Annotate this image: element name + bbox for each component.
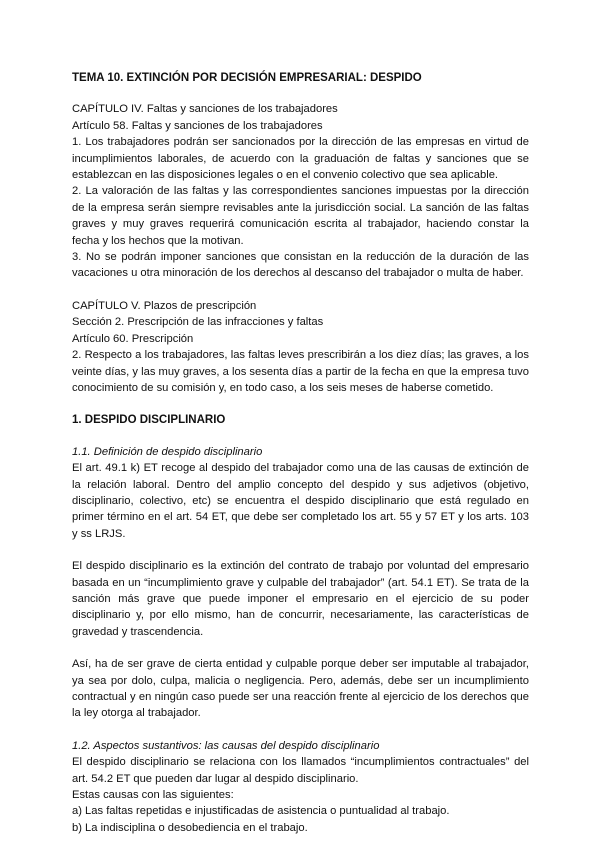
section-2-heading: Sección 2. Prescripción de las infracciones y faltas bbox=[72, 316, 324, 329]
subsection-1-2-title: 1.2. Aspectos sustantivos: las causas del despido disciplinario bbox=[72, 739, 380, 752]
chapter-v-heading: CAPÍTULO V. Plazos de prescripción bbox=[72, 299, 257, 312]
list-item-b: b) La indisciplina o desobediencia en el trabajo. bbox=[72, 821, 308, 834]
list-item-a: a) Las faltas repetidas e injustificadas de asistencia o puntualidad al trabajo. bbox=[72, 805, 450, 818]
subsection-1-2-paragraph-1: El despido disciplinario se relaciona con los llamados “incumplimientos contractuales” del art. 54.2 ET que pueden dar lugar al despido disciplinario. bbox=[72, 756, 529, 785]
article-58-paragraph-3: 3. No se podrán imponer sanciones que consistan en la reducción de la duración de las vacaciones u otra minoración de los derechos al descanso del trabajador o multa de haber. bbox=[72, 251, 529, 280]
chapter-iv-heading: CAPÍTULO IV. Faltas y sanciones de los trabajadores bbox=[72, 103, 338, 116]
subsection-1-1-paragraph-1: El art. 49.1 k) ET recoge al despido del trabajador como una de las causas de extinción de la relación laboral. Dentro del amplio concepto del despido y sus adjetivos (objetivo, disciplinario, colectivo, etc) se encuentra el despido disciplinario que está regulado en primer término en el art. 54 ET, que debe ser completado los art. 55 y 57 ET y los arts. 103 y ss LRJS. bbox=[72, 462, 529, 540]
article-58-paragraph-2: 2. La valoración de las faltas y las correspondientes sanciones impuestas por la dirección de la empresa serán siempre revisables ante la jurisdicción social. La sanción de las faltas graves y muy graves requerirá comunicación escrita al trabajador, haciendo constar la fecha y los hechos que la motivan. bbox=[72, 185, 529, 247]
article-58-paragraph-1: 1. Los trabajadores podrán ser sancionados por la dirección de las empresas en virtud de incumplimientos laborales, de acuerdo con la graduación de faltas y sanciones que se establezcan en las disposiciones legales o en el convenio colectivo que sea aplicable. bbox=[72, 136, 529, 182]
section-1-heading: 1. DESPIDO DISCIPLINARIO bbox=[72, 414, 226, 427]
subsection-1-1-paragraph-3: Así, ha de ser grave de cierta entidad y culpable porque deber ser imputable al trabajador, ya sea por dolo, culpa, malicia o negligencia. Pero, además, debe ser un incumplimiento contractual y en ningún caso puede ser una reacción frente al ejercicio de los derechos que la ley otorga al trabajador. bbox=[72, 658, 529, 720]
subsection-1-1-title: 1.1. Definición de despido disciplinario bbox=[72, 445, 263, 458]
document-page bbox=[72, 70, 529, 836]
subsection-1-2-paragraph-2: Estas causas con las siguientes: bbox=[72, 789, 234, 802]
document-title: TEMA 10. EXTINCIÓN POR DECISIÓN EMPRESARIAL: DESPIDO bbox=[72, 72, 422, 84]
subsection-1-1-paragraph-2: El despido disciplinario es la extinción del contrato de trabajo por voluntad del empresario basada en un “incumplimiento grave y culpable del trabajador” (art. 54.1 ET). Se trata de la sanción más grave que puede imponer el empresario en el ejercicio de su poder disciplinario y, por ello mismo, han de concurrir, necesariamente, las características de gravedad y trascendencia. bbox=[72, 560, 529, 638]
article-60-heading: Artículo 60. Prescripción bbox=[72, 332, 194, 345]
article-60-paragraph: 2. Respecto a los trabajadores, las faltas leves prescribirán a los diez días; las graves, a los veinte días, y las muy graves, a los sesenta días a partir de la fecha en que la empresa tuvo conocimiento de su comisión y, en todo caso, a los seis meses de haberse cometido. bbox=[72, 349, 529, 394]
article-58-heading: Artículo 58. Faltas y sanciones de los trabajadores bbox=[72, 119, 323, 132]
